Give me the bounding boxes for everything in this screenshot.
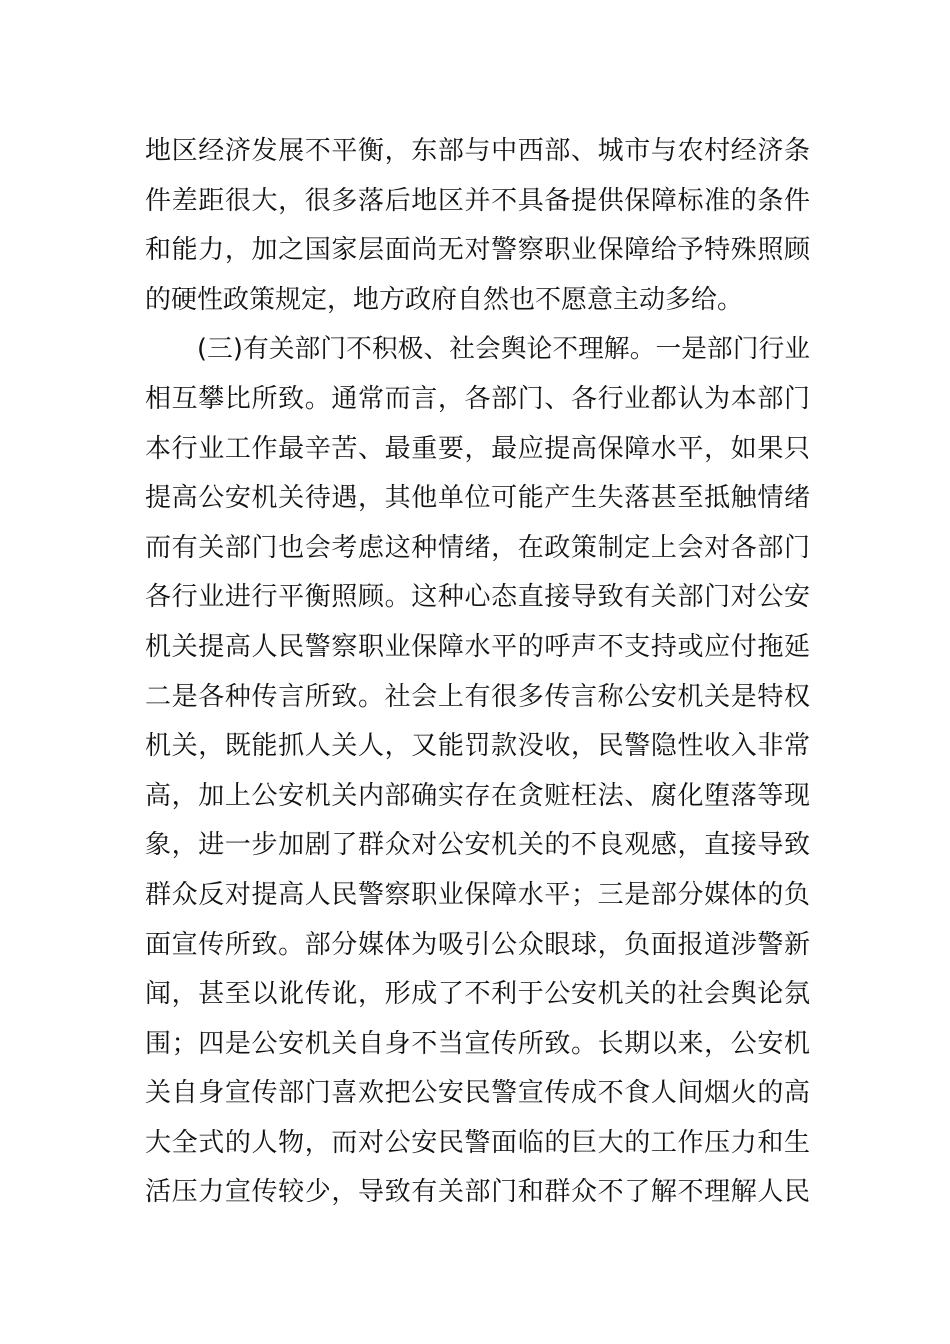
- text-line: 围；四是公安机关自身不当宣传所致。长期以来，公安机: [145, 1028, 810, 1059]
- text-line: 二是各种传言所致。社会上有很多传言称公安机关是特权: [145, 681, 810, 712]
- text-line: 各行业进行平衡照顾。这种心态直接导致有关部门对公安: [145, 582, 810, 613]
- text-line: 大全式的人物，而对公安民警面临的巨大的工作压力和生: [145, 1127, 810, 1158]
- body-text: [145, 127, 810, 1218]
- text-line: 关自身宣传部门喜欢把公安民警宣传成不食人间烟火的高: [145, 1078, 810, 1109]
- text-line: 和能力，加之国家层面尚无对警察职业保障给予特殊照顾: [145, 235, 810, 266]
- text-line: 本行业工作最辛苦、最重要，最应提高保障水平，如果只: [145, 433, 810, 464]
- text-line: 件差距很大，很多落后地区并不具备提供保障标准的条件: [145, 185, 810, 216]
- text-line: 群众反对提高人民警察职业保障水平；三是部分媒体的负: [145, 879, 810, 910]
- text-line: 机关提高人民警察职业保障水平的呼声不支持或应付拖延: [145, 631, 810, 662]
- text-line: 而有关部门也会考虑这种情绪，在政策制定上会对各部门: [145, 532, 810, 563]
- text-line: 的硬性政策规定，地方政府自然也不愿意主动多给。: [145, 284, 744, 315]
- text-line: 机关，既能抓人关人，又能罚款没收，民警隐性收入非常: [145, 731, 810, 762]
- text-line: 象，进一步加剧了群众对公安机关的不良观感，直接导致: [145, 830, 810, 861]
- text-line: 相互攀比所致。通常而言，各部门、各行业都认为本部门: [145, 383, 810, 414]
- text-line: 活压力宣传较少，导致有关部门和群众不了解不理解人民: [145, 1177, 810, 1208]
- text-line: 面宣传所致。部分媒体为吸引公众眼球，负面报道涉警新: [145, 929, 810, 960]
- text-line: (三)有关部门不积极、社会舆论不理解。一是部门行业: [197, 334, 810, 365]
- text-line: 闻，甚至以讹传讹，形成了不利于公安机关的社会舆论氛: [145, 979, 810, 1010]
- text-line: 高，加上公安机关内部确实存在贪赃枉法、腐化堕落等现: [145, 780, 810, 811]
- text-line: 提高公安机关待遇，其他单位可能产生失落甚至抵触情绪: [145, 483, 810, 514]
- text-line: 地区经济发展不平衡，东部与中西部、城市与农村经济条: [145, 136, 810, 166]
